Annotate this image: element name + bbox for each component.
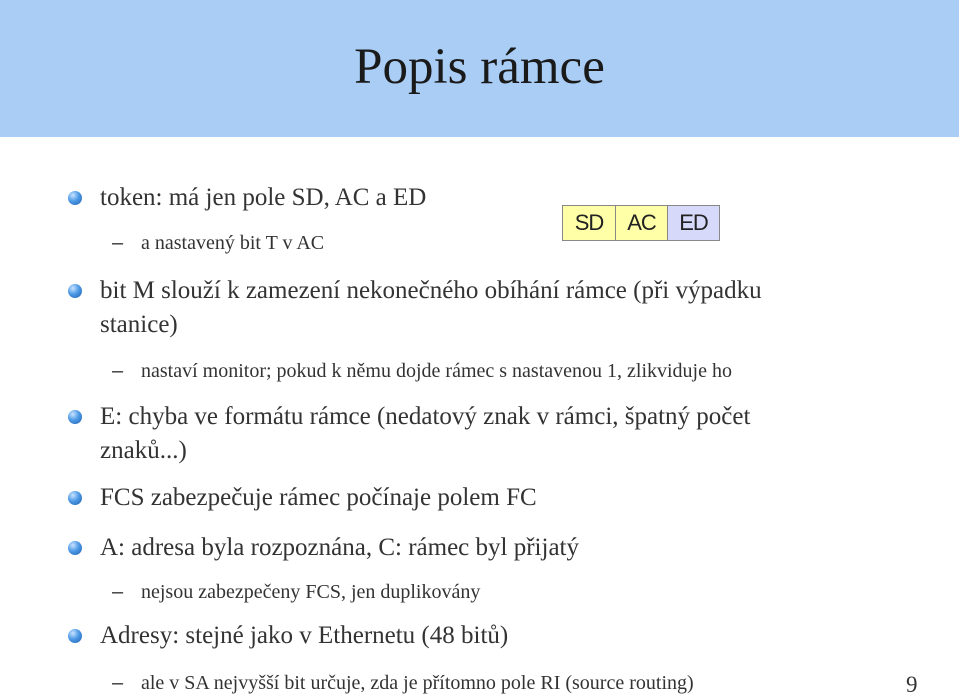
bullet-icon: [68, 284, 82, 298]
bullet-icon: [68, 491, 82, 505]
bullet-item: FCS zabezpečuje rámec počínaje polem FC: [100, 484, 537, 511]
dash-icon: –: [112, 672, 124, 694]
bullet-icon: [68, 191, 82, 205]
bullet-item-continuation: stanice): [100, 311, 178, 338]
sub-bullet-item: a nastavený bit T v AC: [141, 232, 325, 254]
page-number: 9: [906, 672, 918, 697]
bullet-icon: [68, 629, 82, 643]
frame-field-sd: SD: [563, 206, 616, 240]
bullet-item: Adresy: stejné jako v Ethernetu (48 bitů): [100, 622, 509, 649]
sub-bullet-item: nastaví monitor; pokud k němu dojde rámec s nastavenou 1, zlikviduje ho: [141, 360, 732, 382]
frame-field-ac: AC: [616, 206, 668, 240]
bullet-icon: [68, 541, 82, 555]
dash-icon: –: [112, 360, 124, 382]
sub-bullet-item: ale v SA nejvyšší bit určuje, zda je přítomno pole RI (source routing): [141, 672, 694, 694]
sub-bullet-item: nejsou zabezpečeny FCS, jen duplikovány: [141, 581, 481, 603]
slide-title: Popis rámce: [354, 39, 605, 95]
bullet-item: E: chyba ve formátu rámce (nedatový znak v rámci, špatný počet: [100, 403, 751, 430]
dash-icon: –: [112, 581, 124, 603]
frame-field-ed: ED: [668, 206, 719, 240]
bullet-item: A: adresa byla rozpoznána, C: rámec byl přijatý: [100, 534, 579, 561]
bullet-item: bit M slouží k zamezení nekonečného obíhání rámce (při výpadku: [100, 277, 762, 304]
bullet-item-continuation: znaků...): [100, 437, 187, 464]
bullet-item: token: má jen pole SD, AC a ED: [100, 184, 427, 211]
bullet-icon: [68, 410, 82, 424]
dash-icon: –: [112, 232, 124, 254]
token-frame-diagram: [562, 205, 720, 241]
